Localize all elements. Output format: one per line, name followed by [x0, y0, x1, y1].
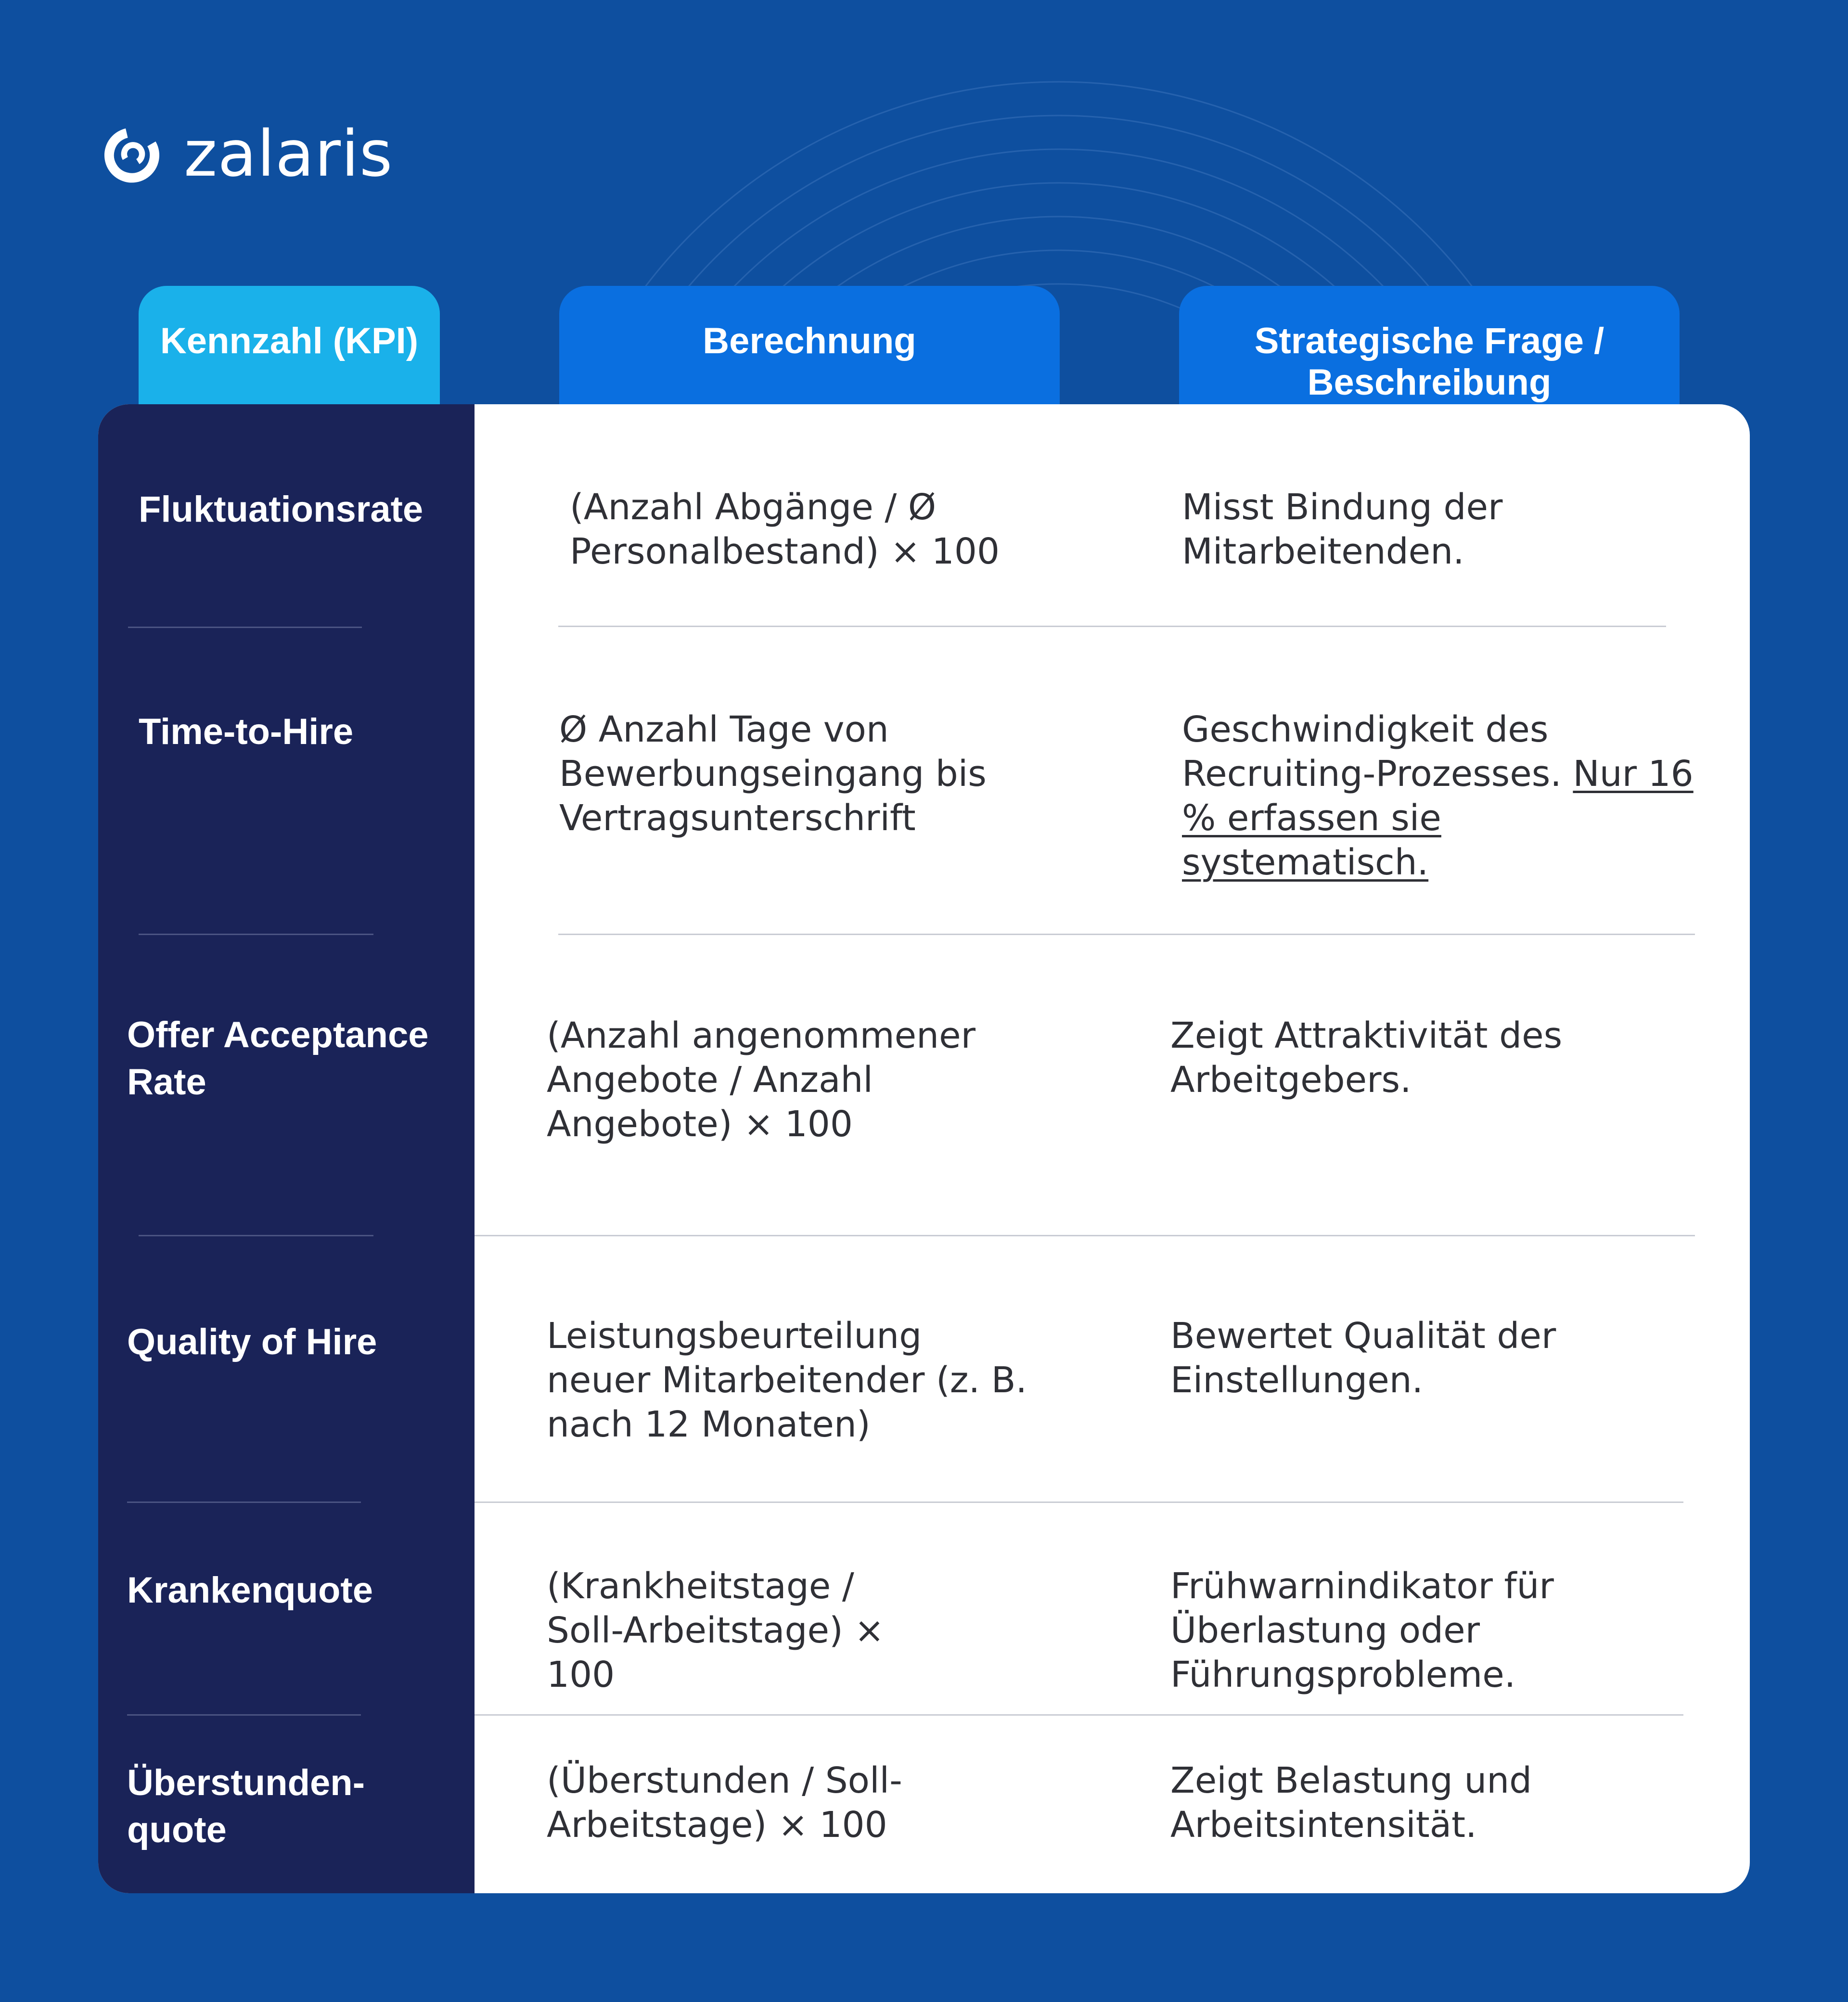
row-divider	[475, 1502, 1683, 1503]
row-description: Bewertet Qualität der Einstellungen.	[1170, 1315, 1556, 1401]
row-description: Zeigt Attraktivität des Arbeitgebers.	[1170, 1015, 1563, 1101]
header-calculation: Berechnung	[559, 286, 1060, 411]
row-divider	[127, 1502, 361, 1503]
row-kpi-name: Quality of Hire	[127, 1322, 377, 1362]
row-calculation: (Anzahl Abgänge / Ø Personalbestand) × 100	[570, 487, 1000, 572]
brand-name: zalaris	[184, 117, 393, 191]
row-description	[1182, 707, 1697, 885]
zalaris-logo	[102, 117, 393, 191]
kpi-table	[98, 404, 1750, 1893]
row-description: Zeigt Belastung und Arbeitsintensität.	[1170, 1760, 1532, 1846]
row-divider	[139, 1235, 373, 1236]
row-divider	[128, 627, 362, 628]
row-divider	[475, 1235, 1695, 1236]
statistic-link[interactable]: Nur 16 % erfassen sie systematisch.	[1182, 753, 1694, 883]
row-divider	[475, 1714, 1683, 1716]
row-divider	[127, 1714, 361, 1716]
row-calculation: Ø Anzahl Tage von Bewerbungseingang bis Vertragsunterschrift	[559, 709, 987, 839]
row-kpi-name: Offer Acceptance Rate	[127, 1014, 429, 1103]
row-kpi-name: Krankenquote	[127, 1570, 373, 1611]
row-kpi-name: Time-to-Hire	[139, 711, 354, 752]
row-description: Misst Bindung der Mitarbeitenden.	[1182, 487, 1503, 572]
row-calculation: (Krankheitstage / Soll-Arbeitstage) × 100	[547, 1566, 885, 1695]
description-text: Geschwindigkeit des Recruiting-Prozesses.	[1182, 709, 1562, 795]
row-divider	[558, 626, 1666, 627]
row-calculation: (Anzahl angenommener Angebote / Anzahl Angebote) × 100	[547, 1015, 976, 1145]
row-kpi-name: Fluktuationsrate	[139, 489, 424, 530]
row-divider	[139, 934, 373, 935]
header-description: Strategische Frage / Beschreibung	[1179, 286, 1680, 411]
row-divider	[558, 934, 1695, 935]
row-kpi-name: Überstunden-quote	[127, 1762, 365, 1850]
row-calculation: (Überstunden / Soll-Arbeitstage) × 100	[547, 1760, 902, 1846]
row-description: Frühwarnindikator für Überlastung oder Führungsprobleme.	[1170, 1566, 1554, 1695]
zalaris-logo-icon	[102, 124, 162, 184]
header-kpi: Kennzahl (KPI)	[139, 286, 440, 411]
row-calculation: Leistungsbeurteilung neuer Mitarbeitender (z. B. nach 12 Monaten)	[547, 1315, 1027, 1445]
